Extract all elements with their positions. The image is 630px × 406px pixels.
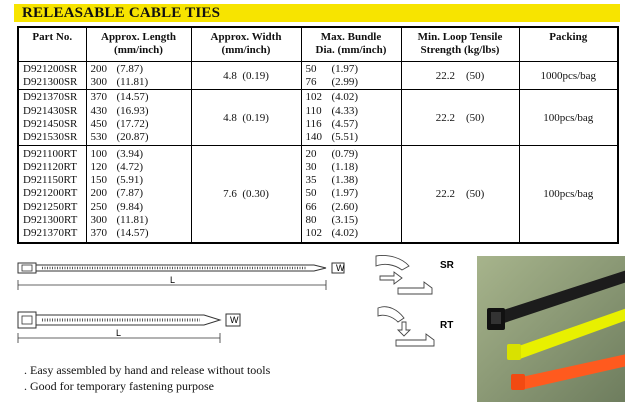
part-number: D921250RT	[23, 200, 78, 213]
header-width: Approx. Width (mm/inch)	[191, 28, 301, 62]
tensile-cell: 22.2 (50)	[401, 146, 519, 242]
page-title: RELEASABLE CABLE TIES	[22, 5, 221, 21]
length-value: 300 (11.81)	[90, 213, 149, 226]
length-value: 120 (4.72)	[90, 161, 144, 174]
part-number: D921150RT	[23, 174, 77, 187]
part-number: D921100RT	[23, 147, 77, 160]
rt-release-hand-icon	[378, 307, 434, 346]
length-value: 300 (11.81)	[90, 75, 149, 88]
part-number-cell	[19, 62, 86, 90]
tensile-cell: 22.2 (50)	[401, 62, 519, 90]
table-row	[19, 90, 617, 146]
feature-item: . Easy assembled by hand and release without tools	[24, 363, 271, 377]
bundle-value: 80 (3.15)	[305, 213, 359, 226]
packing-cell: 100pcs/bag	[519, 90, 617, 146]
part-number: D921200SR	[23, 62, 78, 75]
bundle-cell	[301, 90, 401, 146]
bundle-value: 102 (4.02)	[305, 227, 359, 240]
length-value: 150 (5.91)	[90, 174, 144, 187]
length-cell	[86, 146, 191, 242]
table-row	[19, 62, 617, 90]
sr-width-label: W	[336, 263, 345, 273]
bundle-value: 76 (2.99)	[305, 75, 359, 88]
part-number-cell	[19, 146, 86, 242]
packing-cell: 100pcs/bag	[543, 188, 594, 201]
table-row	[19, 146, 617, 242]
bundle-cell	[301, 146, 401, 242]
feature-list	[24, 362, 270, 394]
part-number: D921300SR	[23, 75, 78, 88]
part-number: D921450SR	[23, 117, 78, 130]
feature-item: . Good for temporary fastening purpose	[24, 379, 214, 393]
rt-length-label: L	[116, 328, 122, 338]
width-cell: 7.6 (0.30)	[191, 146, 301, 242]
part-number: D921430SR	[23, 104, 78, 117]
bundle-value: 110 (4.33)	[305, 104, 359, 117]
length-value: 100 (3.94)	[90, 147, 144, 160]
length-value: 250 (9.84)	[90, 200, 144, 213]
cable-ties-photo	[477, 256, 625, 402]
cable-ties-illustration	[477, 256, 625, 402]
bundle-cell	[301, 62, 401, 90]
packing-cell: 1000pcs/bag	[519, 62, 617, 90]
length-value: 370 (14.57)	[90, 91, 149, 104]
bundle-value: 30 (1.18)	[305, 161, 359, 174]
sr-tie-drawing	[18, 263, 345, 290]
part-number: D921120RT	[23, 161, 77, 174]
part-number: D921370RT	[23, 227, 78, 240]
width-cell: 4.8 (0.19)	[191, 62, 301, 90]
sr-release-hand-icon	[376, 255, 432, 294]
bundle-value: 66 (2.60)	[305, 200, 359, 213]
sr-length-label: L	[170, 275, 176, 285]
length-cell	[86, 62, 191, 90]
part-number: D921200RT	[23, 187, 78, 200]
length-value: 200 (7.87)	[90, 187, 144, 200]
header-packing: Packing	[519, 28, 617, 62]
bundle-value: 50 (1.97)	[305, 187, 359, 200]
part-number: D921370SR	[23, 91, 78, 104]
rt-tie-drawing	[18, 312, 240, 343]
header-row	[19, 28, 617, 62]
spec-table	[17, 26, 619, 244]
length-value: 450 (17.72)	[90, 117, 149, 130]
header-tensile: Min. Loop Tensile Strength (kg/lbs)	[401, 28, 519, 62]
title-bar	[14, 4, 620, 22]
bundle-value: 102 (4.02)	[305, 91, 359, 104]
length-value: 430 (16.93)	[90, 104, 149, 117]
cable-ties-table	[19, 28, 617, 242]
table-body	[19, 62, 617, 243]
header-bundle: Max. Bundle Dia. (mm/inch)	[301, 28, 401, 62]
part-number: D921300RT	[23, 213, 78, 226]
length-cell	[86, 90, 191, 146]
header-length: Approx. Length (mm/inch)	[86, 28, 191, 62]
tensile-cell: 22.2 (50)	[401, 90, 519, 146]
bundle-value: 140 (5.51)	[305, 130, 359, 143]
bundle-value: 35 (1.38)	[305, 174, 359, 187]
header-part: Part No.	[19, 28, 86, 62]
rt-width-label: W	[230, 315, 239, 325]
length-value: 370 (14.57)	[90, 227, 149, 240]
part-number: D921530SR	[23, 130, 78, 143]
bundle-value: 50 (1.97)	[305, 62, 359, 75]
cable-tie-diagram	[14, 252, 470, 356]
length-value: 200 (7.87)	[90, 62, 144, 75]
part-number-cell	[19, 90, 86, 146]
bundle-value: 20 (0.79)	[305, 147, 359, 160]
rt-label: RT	[440, 320, 454, 331]
sr-label: SR	[440, 260, 454, 271]
width-cell: 4.8 (0.19)	[191, 90, 301, 146]
bundle-value: 116 (4.57)	[305, 117, 359, 130]
length-value: 530 (20.87)	[90, 130, 149, 143]
